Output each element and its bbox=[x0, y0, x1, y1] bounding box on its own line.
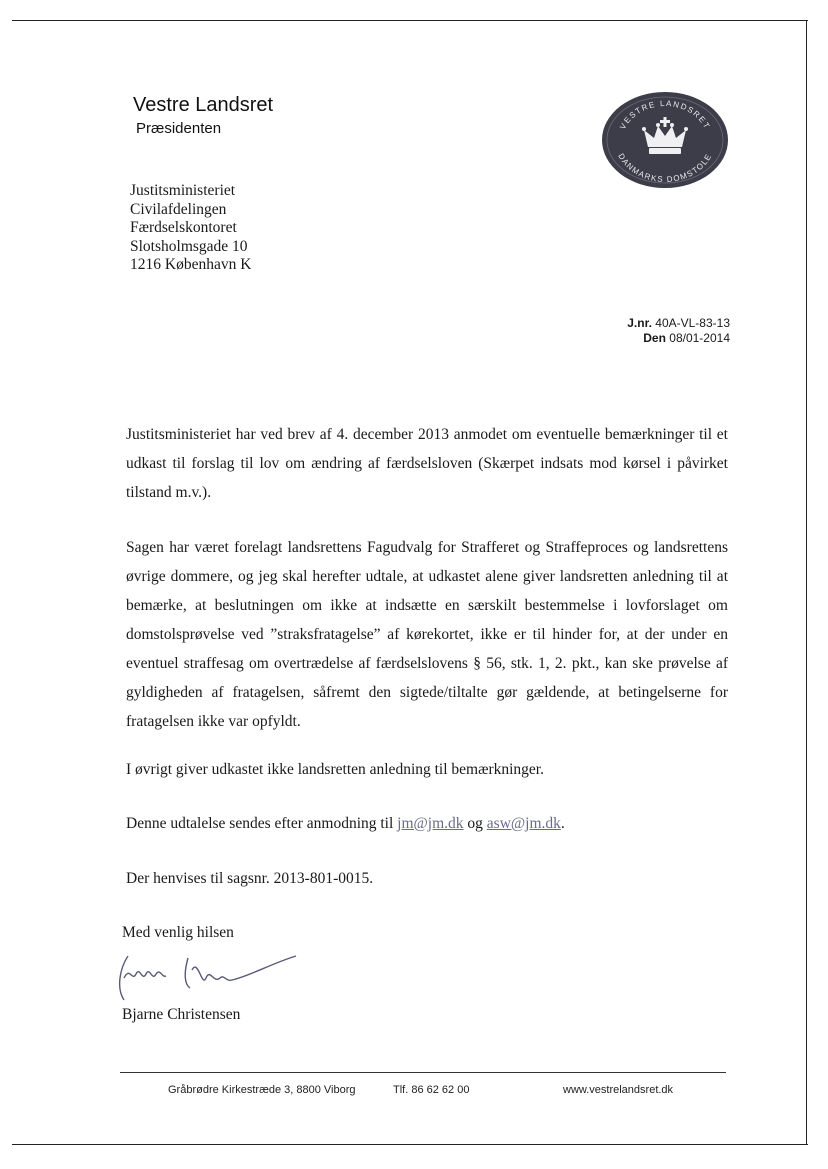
footer-divider bbox=[120, 1072, 726, 1073]
page-border-right bbox=[806, 20, 807, 1145]
address-line: Slotsholmsgade 10 bbox=[130, 237, 248, 255]
jnr-label: J.nr. bbox=[627, 316, 652, 330]
court-seal-icon bbox=[600, 90, 730, 190]
address-line: 1216 København K bbox=[130, 256, 252, 273]
footer-phone: Tlf. 86 62 62 00 bbox=[393, 1084, 470, 1096]
date-value: 08/01-2014 bbox=[669, 331, 730, 345]
page-border-bottom bbox=[12, 1144, 808, 1145]
footer-address: Gråbrødre Kirkestræde 3, 8800 Viborg bbox=[168, 1084, 356, 1096]
address-line: Justitsministeriet bbox=[130, 182, 236, 199]
paragraph-no-remarks: I øvrigt giver udkastet ikke landsretten anledning til bemærkninger. bbox=[126, 761, 544, 778]
recipients-prefix: Denne udtalelse sendes efter anmodning til bbox=[126, 815, 398, 832]
paragraph-recipients bbox=[126, 809, 728, 838]
svg-text:VESTRE LANDSRET: VESTRE LANDSRET bbox=[618, 98, 712, 131]
date-label: Den bbox=[643, 331, 666, 345]
jnr-value: 40A-VL-83-13 bbox=[655, 316, 730, 330]
paragraph-statement: Sagen har været forelagt landsrettens Fagudvalg for Strafferet og Straffeproces og landsrettens øvrige dommere, og jeg skal herefter udtale, at udkastet alene giver landsretten anledning til at bemærke, at beslutningen om ikke at indsætte en særskilt bestemmelse i lovforslaget om domstolsprøvelse ved ”straksfratagelse” af kørekortet, ikke er til hinder for, at der under en eventuel straffesag om overtrædelse af færdselslovens § 56, stk. 1, 2. pkt., kan ske prøvelse af gyldigheden af fratagelsen, såfremt den sigtede/tiltalte gør gældende, at betingelserne for fratagelsen ikke var opfyldt. bbox=[126, 539, 728, 730]
signer-name: Bjarne Christensen bbox=[122, 1006, 241, 1023]
email-link-asw[interactable]: asw@jm.dk bbox=[486, 815, 561, 832]
address-line: Civilafdelingen bbox=[130, 200, 227, 218]
recipients-mid: og bbox=[463, 815, 487, 832]
paragraph-request: Justitsministeriet har ved brev af 4. december 2013 anmodet om eventuelle bemærkninger til et udkast til forslag til lov om ændring af færdselsloven (Skærpet indsats mod kørsel i påvirket tilstand m.v.). bbox=[126, 426, 728, 501]
address-line: Færdselskontoret bbox=[130, 219, 237, 236]
paragraph-case-ref: Der henvises til sagsnr. 2013-801-0015. bbox=[126, 870, 374, 887]
reference-block bbox=[627, 316, 730, 346]
court-name: Vestre Landsret bbox=[133, 94, 274, 116]
closing-greeting: Med venlig hilsen bbox=[122, 924, 234, 941]
handwritten-signature bbox=[110, 948, 310, 1008]
recipients-suffix: . bbox=[560, 815, 565, 832]
page-border-top bbox=[12, 20, 808, 21]
email-link-jm[interactable]: jm@jm.dk bbox=[397, 815, 464, 832]
recipient-address bbox=[130, 182, 251, 275]
svg-text:DANMARKS DOMSTOLE: DANMARKS DOMSTOLE bbox=[616, 151, 714, 185]
office-title: Præsidenten bbox=[136, 120, 222, 137]
footer-website[interactable]: www.vestrelandsret.dk bbox=[563, 1084, 674, 1096]
